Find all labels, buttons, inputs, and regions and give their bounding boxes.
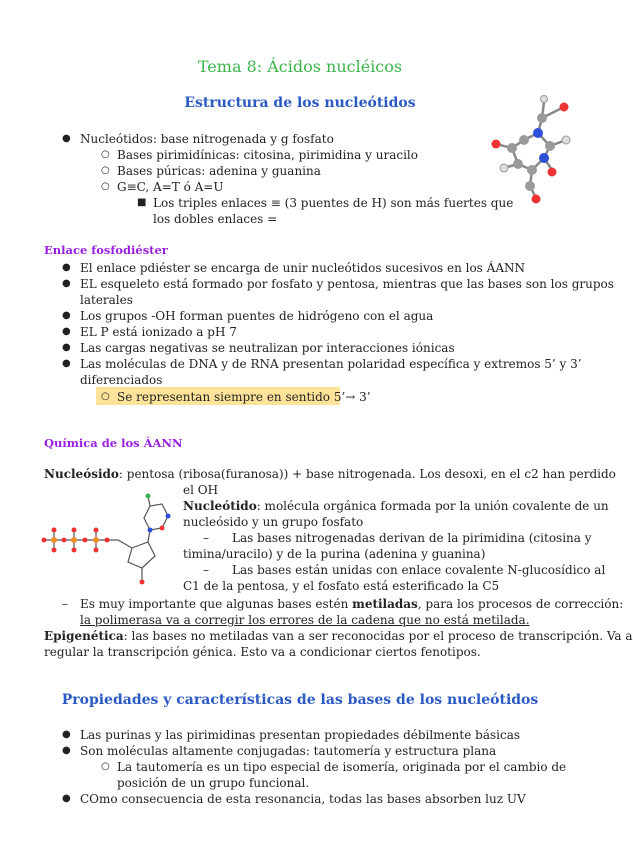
- text-backbone: EL esqueleto está formado por fosfato y pentosa, mientras que las bases son los grupos: [80, 277, 614, 291]
- epigenetics-def: : las bases no metiladas van a ser reconocidas por el proceso de transcripción. Va a: [123, 629, 633, 643]
- methylated-pre: Es muy importante que algunas bases estén: [80, 597, 353, 611]
- text-glycosidic: Las bases están unidas con enlace covalente N-glucosídico al: [232, 563, 606, 577]
- section-heading-structure: Estructura de los nucleótidos: [184, 95, 416, 111]
- text-pdiester: El enlace pdiéster se encarga de unir nucleótidos sucesivos en los ÁANN: [80, 261, 525, 275]
- text-direction-highlight: Se representan siempre en sentido 5’→ 3’: [117, 390, 371, 404]
- nucleotide-def: : molécula orgánica formada por la unión covalente de un: [256, 499, 609, 513]
- dash: –: [203, 531, 209, 545]
- section-heading-properties: Propiedades y características de las bases de los nucleótidos: [61, 692, 539, 708]
- text-uv-absorption: COmo consecuencia de esta resonancia, todas las bases absorben luz UV: [80, 792, 526, 806]
- bullet: ○: [101, 391, 110, 402]
- epigenetics-label: Epigenética: [44, 629, 124, 643]
- dash: –: [62, 597, 68, 611]
- text-nucleotide: [183, 498, 609, 514]
- methylated-post: , para los procesos de corrección:: [417, 597, 624, 611]
- bullet: ○: [101, 165, 110, 176]
- page-title: Tema 8: Ácidos nucléicos: [197, 57, 403, 76]
- text-epigenetics-cont: regular la transcripción génica. Esto va a condicionar ciertos fenotipos.: [44, 645, 481, 659]
- text-nucleoside-cont: el OH: [183, 483, 219, 497]
- bullet: ●: [62, 278, 71, 289]
- bullet: ○: [101, 149, 110, 160]
- text-oh-groups: Los grupos -OH forman puentes de hidrógeno con el agua: [80, 309, 434, 323]
- text-purine-bases: Bases púricas: adenina y guanina: [117, 164, 321, 178]
- bullet: ●: [62, 342, 71, 353]
- text-charges: Las cargas negativas se neutralizan por interacciones iónicas: [80, 341, 455, 355]
- text-backbone-cont: laterales: [80, 293, 133, 307]
- text-epigenetics: [44, 628, 633, 644]
- bullet: ●: [62, 358, 71, 369]
- nucleotide-label: Nucleótido: [183, 499, 257, 513]
- text-polarity: Las moléculas de DNA y de RNA presentan polaridad específica y extremos 5’ y 3’: [80, 357, 582, 371]
- bullet: ●: [62, 745, 71, 756]
- bullet: ●: [62, 262, 71, 273]
- bullet: ○: [101, 761, 110, 772]
- bullet: ●: [62, 326, 71, 337]
- nucleoside-def: : pentosa (ribosa(furanosa)) + base nitrogenada. Los desoxi, en el c2 han perdido: [118, 467, 616, 481]
- text-tautomery-cont: posición de un grupo funcional.: [117, 776, 310, 790]
- text-pyrimidine-bases: Bases pirimidínicas: citosina, pirimidina y uracilo: [117, 148, 418, 162]
- text-polymerase: la polimerasa va a corregir los errores de la cadena que no está metilada.: [80, 613, 530, 627]
- text-base-pairs: G≡C, A=T ó A=U: [117, 180, 224, 194]
- bullet: ●: [62, 310, 71, 321]
- text-glycosidic-cont: C1 de la pentosa, y el fosfato está esterificado la C5: [183, 579, 500, 593]
- text-bases-derive-cont: timina/uracilo) y de la purina (adenina y guanina): [183, 547, 486, 561]
- text-triple-bonds: Los triples enlaces ≡ (3 puentes de H) son más fuertes que: [153, 196, 514, 210]
- nucleotide-structure-image: [40, 492, 185, 597]
- text-polarity-cont: diferenciados: [80, 373, 163, 387]
- text-ionized: EL P está ionizado a pH 7: [80, 325, 237, 339]
- section-heading-chemistry: Química de los ÁANN: [44, 436, 183, 450]
- bullet: ○: [101, 181, 110, 192]
- text-basic-properties: Las purinas y las pirimidinas presentan propiedades débilmente básicas: [80, 728, 521, 742]
- bullet: ■: [137, 197, 147, 208]
- bullet: ●: [62, 729, 71, 740]
- text-nucleotides: Nucleótidos: base nitrogenada y g fosfato: [80, 132, 334, 146]
- bullet: ●: [62, 133, 71, 144]
- nucleoside-label: Nucleósido: [44, 467, 119, 481]
- text-double-bonds: los dobles enlaces =: [153, 212, 278, 226]
- text-bases-derive: Las bases nitrogenadas derivan de la pirimidina (citosina y: [232, 531, 592, 545]
- section-heading-phosphodiester: Enlace fosfodiéster: [44, 243, 168, 257]
- methylated-bold: metiladas: [352, 597, 418, 611]
- text-tautomery: La tautomería es un tipo especial de isomería, originada por el cambio de: [117, 760, 567, 774]
- text-nucleoside: [44, 466, 616, 482]
- dash: –: [203, 563, 209, 577]
- nucleoside-3d-model-image: [482, 88, 582, 208]
- bullet: ●: [62, 793, 71, 804]
- text-methylated: [80, 596, 623, 612]
- text-conjugated: Son moléculas altamente conjugadas: tautomería y estructura plana: [80, 744, 497, 758]
- text-nucleotide-cont: nucleósido y un grupo fosfato: [183, 515, 364, 529]
